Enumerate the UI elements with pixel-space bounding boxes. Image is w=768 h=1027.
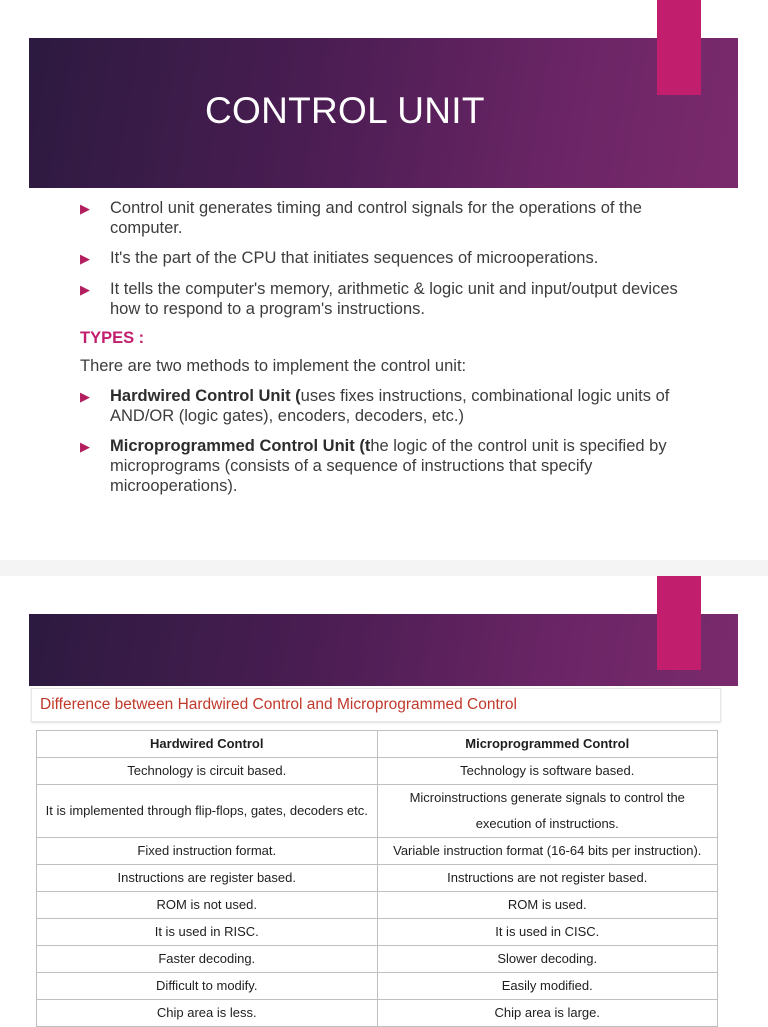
method-name: Hardwired Control Unit ( [110, 387, 301, 405]
types-intro: There are two methods to implement the control unit: [80, 357, 467, 375]
triangle-bullet-icon: ▶ [80, 201, 90, 216]
triangle-bullet-icon: ▶ [80, 439, 90, 454]
triangle-bullet-icon: ▶ [80, 282, 90, 297]
slide-difference [0, 576, 768, 1024]
table-row [37, 919, 718, 946]
bullet-item [80, 198, 712, 238]
column-header: Hardwired Control [37, 731, 378, 758]
table-row [37, 838, 718, 865]
bullet-text: Control unit generates timing and control signals for the operations of the computer. [110, 199, 642, 237]
title-banner [29, 614, 738, 686]
table-cell: Variable instruction format (16-64 bits per instruction). [377, 838, 718, 865]
table-cell: It is implemented through flip-flops, gates, decoders etc. [37, 785, 378, 838]
table-cell: Instructions are register based. [37, 865, 378, 892]
table-cell: ROM is used. [377, 892, 718, 919]
table-cell: Technology is software based. [377, 758, 718, 785]
table-cell: Slower decoding. [377, 946, 718, 973]
method-text [110, 436, 712, 496]
bullet-item [80, 279, 712, 319]
difference-heading-box [31, 688, 721, 722]
method-name: Microprogrammed Control Unit (t [110, 437, 371, 455]
bullet-text: It tells the computer's memory, arithmetic & logic unit and input/output devices how to respond to a program's instructions. [110, 280, 678, 318]
table-cell: Fixed instruction format. [37, 838, 378, 865]
method-text [110, 386, 712, 426]
bullet-text: It's the part of the CPU that initiates sequences of microoperations. [110, 249, 599, 267]
slide-content [80, 198, 712, 506]
table-row [37, 946, 718, 973]
types-heading: TYPES : [80, 329, 145, 347]
table-row [37, 892, 718, 919]
slide-separator [0, 560, 768, 576]
table-cell: Faster decoding. [37, 946, 378, 973]
triangle-bullet-icon: ▶ [80, 251, 90, 266]
triangle-bullet-icon: ▶ [80, 389, 90, 404]
method-description: uses fixes instructions, combinational logic units of AND/OR (logic gates), encoders, decoders, etc.) [110, 387, 670, 425]
table-header-row [37, 731, 718, 758]
slide-title: CONTROL UNIT [205, 90, 485, 131]
table-row [37, 865, 718, 892]
table-row [37, 785, 718, 838]
accent-tab [657, 576, 701, 670]
table-cell: Instructions are not register based. [377, 865, 718, 892]
method-description: he logic of the control unit is specified by microprograms (consists of a sequence of instructions that specify microoperations). [110, 437, 667, 495]
table-cell: Chip area is less. [37, 1000, 378, 1027]
title-banner [29, 38, 738, 188]
method-item [80, 436, 712, 496]
column-header: Microprogrammed Control [377, 731, 718, 758]
table-cell: It is used in CISC. [377, 919, 718, 946]
table-row [37, 758, 718, 785]
comparison-table [36, 730, 718, 1027]
table-cell: Chip area is large. [377, 1000, 718, 1027]
table-row [37, 973, 718, 1000]
table-cell: Technology is circuit based. [37, 758, 378, 785]
table-cell: Difficult to modify. [37, 973, 378, 1000]
table-cell: Easily modified. [377, 973, 718, 1000]
table-cell: Microinstructions generate signals to control the execution of instructions. [377, 785, 718, 838]
table-cell: It is used in RISC. [37, 919, 378, 946]
method-item [80, 386, 712, 426]
accent-tab [657, 0, 701, 95]
table-row [37, 1000, 718, 1027]
table-cell: ROM is not used. [37, 892, 378, 919]
bullet-item [80, 248, 712, 269]
difference-heading: Difference between Hardwired Control and Microprogrammed Control [40, 696, 517, 713]
